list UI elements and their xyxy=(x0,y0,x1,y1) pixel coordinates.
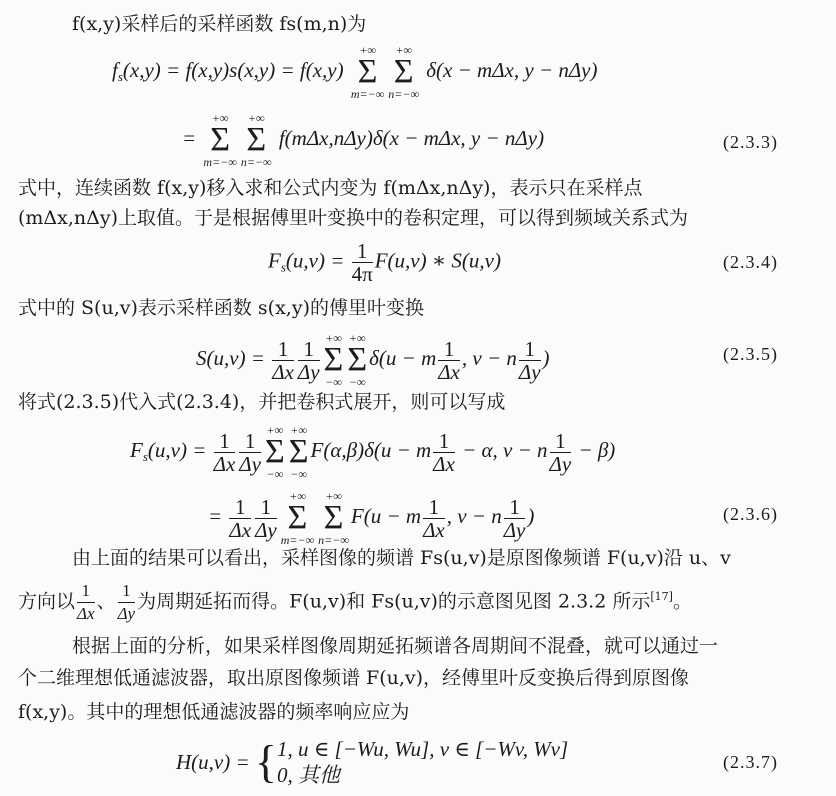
eq-235-rhs-part-b: , v − n xyxy=(461,345,517,370)
eq-subscript-s: s xyxy=(117,68,123,84)
fraction-1-over-dy xyxy=(504,496,526,541)
sum-bottom-label: n=−∞ xyxy=(318,533,349,547)
eq-f-symbol: f xyxy=(112,57,118,82)
sum-bottom-label: −∞ xyxy=(266,467,284,481)
fraction-1-over-dy xyxy=(298,338,320,383)
equation-number-2-3-4: (2.3.4) xyxy=(723,252,778,272)
sum-n xyxy=(347,332,367,388)
fraction-1-over-dx xyxy=(77,580,95,625)
fraction-denominator: Δy xyxy=(239,451,261,476)
fraction-denominator: Δy xyxy=(549,451,572,476)
sum-top-label: +∞ xyxy=(348,331,366,345)
fraction-numerator: 1 xyxy=(214,430,236,453)
sigma-symbol: Σ xyxy=(323,341,344,378)
eq-subscript-s: s xyxy=(142,448,148,464)
fraction-denominator: Δy xyxy=(255,517,277,542)
fraction-numerator: 1 xyxy=(438,338,460,361)
text-direction-by: 方向以 xyxy=(18,590,76,613)
paragraph-fourier-of-sampling: 式中的 S(u,v)表示采样函数 s(x,y)的傅里叶变换 xyxy=(18,297,424,319)
equation-number-2-3-7: (2.3.7) xyxy=(723,752,778,772)
eq-236-lhs: (u,v) = xyxy=(147,437,207,462)
fraction-numerator: 1 xyxy=(550,430,572,453)
text-full-stop: 。 xyxy=(672,590,692,613)
sum-bottom-label: m=−∞ xyxy=(203,155,237,169)
fraction-1-over-dy xyxy=(255,496,277,541)
fraction-1-over-dx xyxy=(438,338,460,383)
eq-237-lhs: H(u,v) = xyxy=(176,750,250,774)
eq-236-line2-part-c: ) xyxy=(527,503,535,528)
citation-ref: [17] xyxy=(650,590,673,604)
equation-number-2-3-6: (2.3.6) xyxy=(723,504,778,524)
equation-number-2-3-3: (2.3.3) xyxy=(723,132,778,152)
sum-bottom-label: n=−∞ xyxy=(240,155,272,169)
paragraph-substitute: 将式(2.3.5)代入式(2.3.4)，并把卷积式展开，则可以写成 xyxy=(18,391,506,413)
fraction-numerator: 1 xyxy=(352,240,373,263)
sum-m xyxy=(324,332,344,388)
sigma-symbol: Σ xyxy=(288,433,309,470)
fraction-denominator: Δx xyxy=(423,517,445,542)
sum-bottom-label: −∞ xyxy=(290,467,307,481)
text-separator: 、 xyxy=(96,590,116,613)
sigma-symbol: Σ xyxy=(246,121,267,158)
fraction-1-over-dx xyxy=(229,496,251,541)
sigma-symbol: Σ xyxy=(357,53,378,90)
eq-234-lhs: (u,v) = xyxy=(285,248,345,273)
sum-top-label: +∞ xyxy=(395,43,412,57)
sum-top-label: +∞ xyxy=(325,331,342,345)
fraction-numerator: 1 xyxy=(504,496,526,519)
equation-2-3-7 xyxy=(176,736,568,788)
fraction-denominator: 4π xyxy=(351,262,373,286)
fraction-denominator: Δx xyxy=(438,359,460,384)
paragraph-sampling-function: f(x,y)采样后的采样函数 fs(m,n)为 xyxy=(72,13,367,35)
sum-n xyxy=(318,490,349,546)
fraction-numerator: 1 xyxy=(433,430,455,453)
eq-F-symbol: F xyxy=(268,248,281,273)
equation-number-2-3-5: (2.3.5) xyxy=(723,344,778,364)
fraction-denominator: Δx xyxy=(433,451,455,476)
fraction-1-over-4pi xyxy=(352,240,373,285)
eq-236-line1-part-b: − α, v − n xyxy=(456,437,548,462)
fraction-denominator: Δx xyxy=(213,451,236,476)
fraction-numerator: 1 xyxy=(519,338,541,361)
paragraph-no-aliasing: 根据上面的分析，如果采样图像周期延拓频谱各周期间不混叠，就可以通过一 xyxy=(72,635,719,657)
fraction-denominator: Δx xyxy=(77,604,95,623)
equation-2-3-4 xyxy=(268,240,501,285)
paragraph-ideal-lowpass: 个二维理想低通滤波器，取出原图像频谱 F(u,v)，经傅里叶反变换后得到原图像 xyxy=(18,667,690,689)
sum-bottom-label: m=−∞ xyxy=(280,533,315,547)
left-brace: { xyxy=(254,736,277,787)
sum-top-label: +∞ xyxy=(290,423,307,437)
sigma-symbol: Σ xyxy=(264,433,285,470)
fraction-1-over-dx xyxy=(214,430,236,475)
fraction-1-over-dy xyxy=(118,580,136,625)
sum-n xyxy=(388,44,419,100)
equation-2-3-6-line2 xyxy=(208,490,534,546)
sum-top-label: +∞ xyxy=(359,43,376,57)
fraction-numerator: 1 xyxy=(255,496,277,519)
eq-235-rhs-part-c: ) xyxy=(542,345,550,370)
sum-bottom-label: −∞ xyxy=(348,375,366,389)
fraction-denominator: Δy xyxy=(297,359,320,384)
eq-236-line2-part-b: , v − n xyxy=(446,503,502,528)
eq-equals: = xyxy=(208,503,223,528)
sigma-symbol: Σ xyxy=(323,499,344,536)
fraction-denominator: Δy xyxy=(117,604,136,623)
paragraph-frequency-response: f(x,y)。其中的理想低通滤波器的频率响应应为 xyxy=(18,701,410,723)
text-period-extension: 为周期延拓而得。F(u,v)和 Fs(u,v)的示意图见图 2.3.2 所示 xyxy=(137,590,651,613)
sum-top-label: +∞ xyxy=(266,423,284,437)
equation-2-3-3-line2 xyxy=(182,112,544,168)
eq-235-lhs: S(u,v) = xyxy=(196,345,265,370)
case-otherwise: 0, 其他 xyxy=(277,763,340,787)
sum-bottom-label: −∞ xyxy=(325,375,342,389)
equation-2-3-6-line1 xyxy=(130,424,615,480)
fraction-1-over-dx xyxy=(423,496,445,541)
sum-top-label: +∞ xyxy=(211,111,229,125)
fraction-1-over-dy xyxy=(519,338,541,383)
eq-235-rhs-part-a: δ(u − m xyxy=(369,345,437,370)
fraction-1-over-dx xyxy=(433,430,455,475)
equation-2-3-3-line1 xyxy=(112,44,597,100)
sum-m xyxy=(203,112,236,168)
fraction-1-over-dx xyxy=(272,338,294,383)
eq-subscript-s: s xyxy=(280,259,286,275)
sum-m xyxy=(351,44,384,100)
fraction-numerator: 1 xyxy=(423,496,445,519)
sum-top-label: +∞ xyxy=(289,489,306,503)
paragraph-spectrum-result: 由上面的结果可以看出，采样图像的频谱 Fs(u,v)是原图像频谱 F(u,v)沿 u、v xyxy=(72,547,731,569)
eq-236-line1-part-c: − β) xyxy=(573,437,616,462)
paragraph-continuous-function: 式中，连续函数 f(x,y)移入求和公式内变为 f(mΔx,nΔy)，表示只在采样点 xyxy=(18,177,643,199)
paragraph-convolution-theorem: (mΔx,nΔy)上取值。于是根据傅里叶变换中的卷积定理，可以得到频域关系式为 xyxy=(18,207,689,229)
eq-236-line2-part-a: F(u − m xyxy=(350,503,422,528)
sum-bottom-label: m=−∞ xyxy=(350,87,385,101)
sum-n xyxy=(289,424,309,480)
eq-236-line1-part-a: F(α,β)δ(u − m xyxy=(310,437,432,462)
fraction-numerator: 1 xyxy=(229,496,251,519)
eq-F-symbol: F xyxy=(130,437,143,462)
eq-233-line2-rhs: f(mΔx,nΔy)δ(x − mΔx, y − nΔy) xyxy=(278,125,545,150)
fraction-1-over-dy xyxy=(550,430,572,475)
fraction-numerator: 1 xyxy=(77,580,95,603)
case-pass: 1, u ∈ [−Wu, Wu], v ∈ [−Wv, Wv] xyxy=(277,737,569,761)
eq-233-middle: (x,y) = f(x,y)s(x,y) = f(x,y) xyxy=(122,57,344,82)
sum-bottom-label: n=−∞ xyxy=(388,87,420,101)
sum-top-label: +∞ xyxy=(325,489,342,503)
sigma-symbol: Σ xyxy=(210,121,231,158)
eq-equals: = xyxy=(182,125,197,150)
eq-233-rhs: δ(x − mΔx, y − nΔy) xyxy=(426,57,598,82)
fraction-denominator: Δy xyxy=(518,359,541,384)
sum-m xyxy=(281,490,314,546)
equation-2-3-5 xyxy=(196,332,550,388)
paragraph-period-extension xyxy=(18,580,692,625)
fraction-numerator: 1 xyxy=(298,338,320,361)
sum-n xyxy=(241,112,272,168)
fraction-1-over-dy xyxy=(239,430,261,475)
sigma-symbol: Σ xyxy=(393,53,414,90)
eq-234-rhs: F(u,v) ∗ S(u,v) xyxy=(374,248,501,273)
fraction-numerator: 1 xyxy=(239,430,261,453)
fraction-denominator: Δy xyxy=(503,517,526,542)
fraction-numerator: 1 xyxy=(118,580,136,603)
sum-top-label: +∞ xyxy=(247,111,265,125)
sigma-symbol: Σ xyxy=(347,341,368,378)
fraction-denominator: Δx xyxy=(229,517,252,542)
fraction-denominator: Δx xyxy=(272,359,294,384)
sum-m xyxy=(265,424,285,480)
case-list xyxy=(277,736,568,788)
fraction-numerator: 1 xyxy=(272,338,294,361)
sigma-symbol: Σ xyxy=(287,499,308,536)
